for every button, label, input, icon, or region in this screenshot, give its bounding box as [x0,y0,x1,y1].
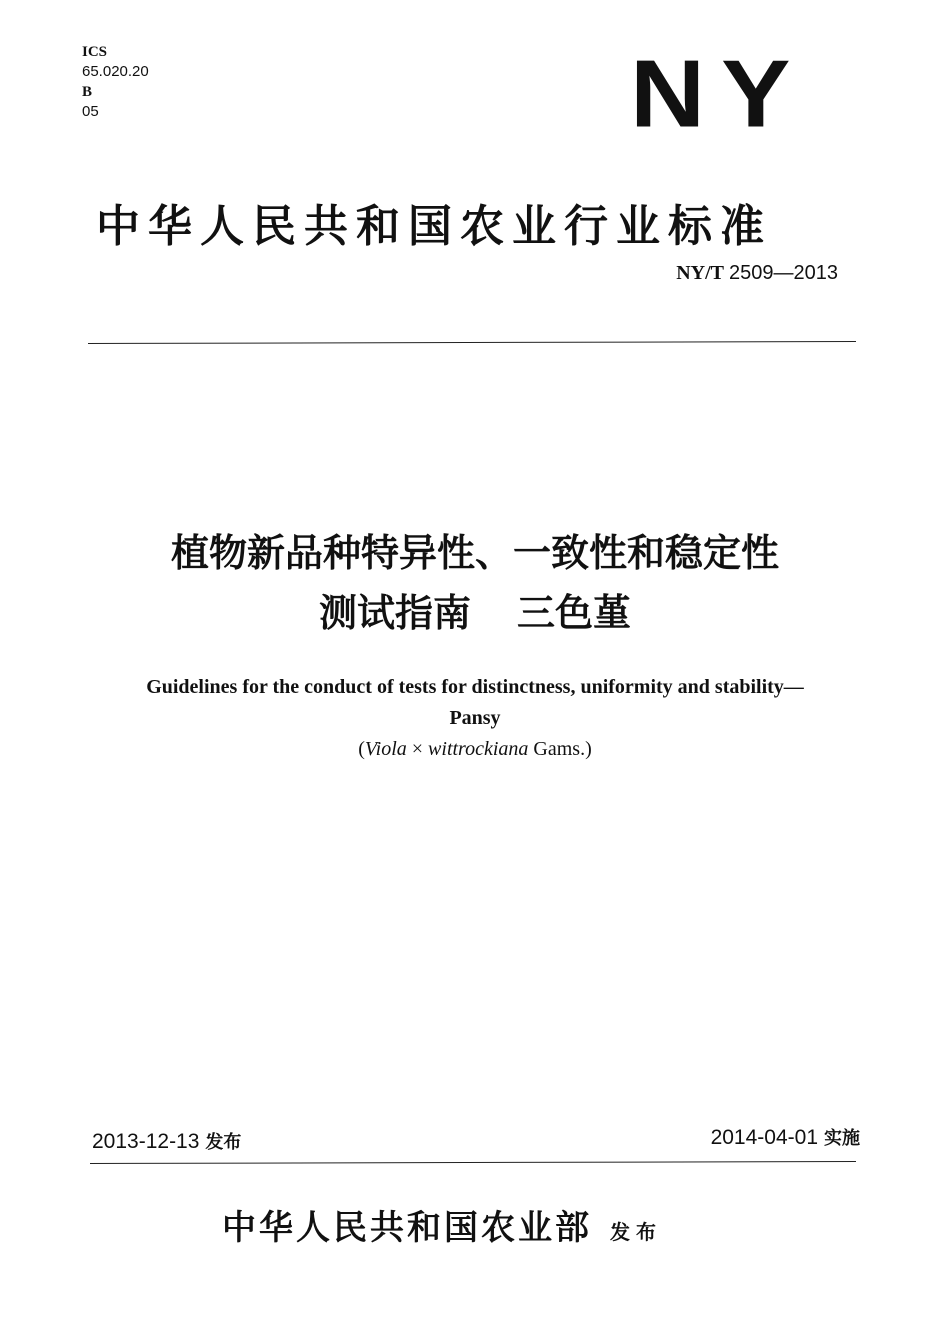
issue-date [92,1128,241,1154]
author-name: Gams.) [528,738,592,760]
chinese-title-guide: 测试指南 [318,591,471,635]
paren-open: ( [358,738,365,760]
english-title-line2: Pansy [449,707,501,729]
standard-code-prefix: NY/T [676,262,725,284]
implementation-date-value: 2014-04-01 [710,1126,818,1149]
standard-code [676,262,838,285]
english-title-line1: Guidelines for the conduct of tests for distinctness, uniformity and stability— [146,676,804,698]
standard-code-number: 2509—2013 [729,262,838,284]
publisher [222,1200,662,1249]
chinese-title-plant: 三色堇 [517,591,632,635]
publisher-suffix: 发布 [610,1220,662,1244]
ny-logo: NY [630,40,807,148]
implementation-date [711,1124,860,1150]
classification-codes [82,42,149,122]
ccs-prefix: B [82,84,93,100]
header-divider [88,341,856,344]
chinese-title-line1: 植物新品种特异性、一致性和稳定性 [170,531,779,575]
implementation-label: 实施 [824,1128,860,1149]
issue-label: 发布 [205,1132,242,1153]
ics-code: 65.020.20 [82,63,149,80]
ics-prefix: ICS [82,44,108,60]
chinese-title-line2 [0,588,950,638]
botanical-name [0,734,950,764]
publisher-name: 中华人民共和国农业部 [222,1208,592,1248]
issue-date-value: 2013-12-13 [92,1130,200,1153]
standard-category-title: 中华人民共和国农业行业标准 [96,201,772,252]
ccs-code: 05 [82,103,99,120]
species-name: wittrockiana [428,738,529,760]
hybrid-sign: × [406,738,429,760]
genus-name: Viola [364,738,407,760]
footer-divider [90,1161,856,1164]
